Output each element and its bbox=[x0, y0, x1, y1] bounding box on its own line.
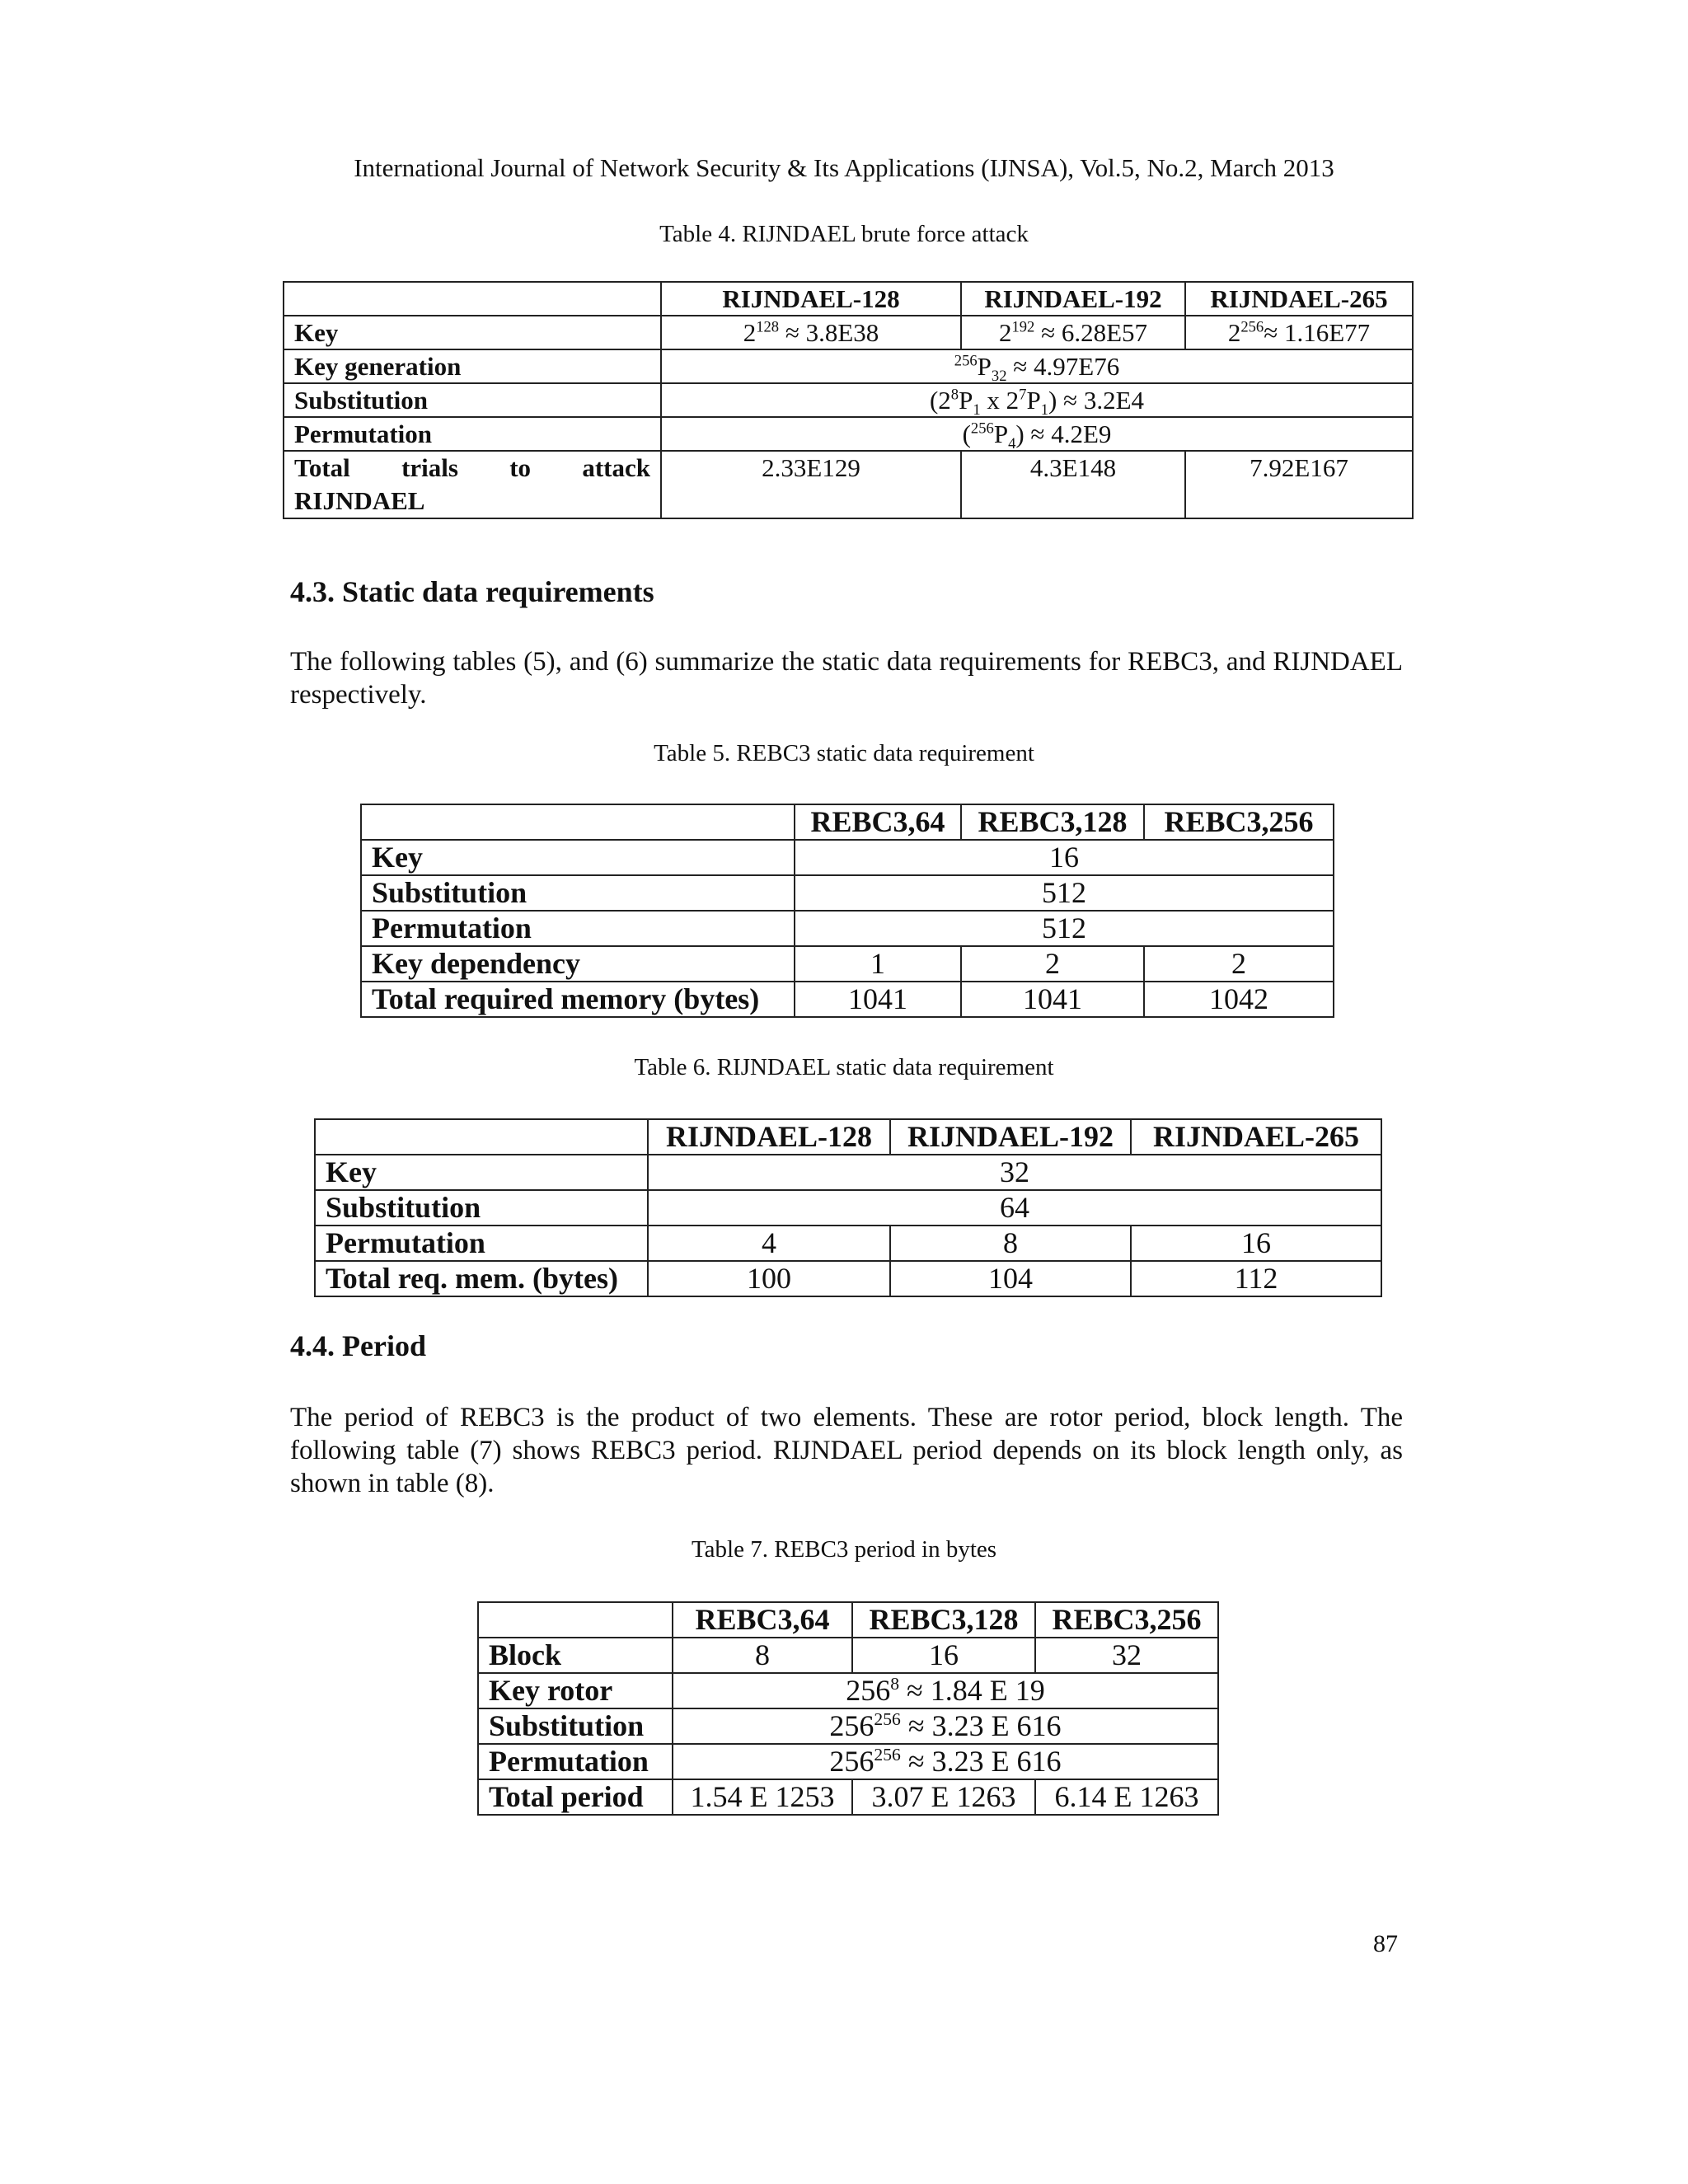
column-header: REBC3,128 bbox=[961, 804, 1144, 840]
table6-caption: Table 6. RIJNDAEL static data requirement bbox=[634, 1054, 1054, 1080]
table-cell: 3.07 E 1263 bbox=[852, 1779, 1035, 1815]
table-cell: 2.33E129 bbox=[661, 451, 961, 518]
table-row bbox=[284, 383, 1413, 417]
table-cell: 16 bbox=[852, 1638, 1035, 1673]
row-label: Substitution bbox=[284, 383, 661, 417]
page-number: 87 bbox=[1373, 1930, 1398, 1957]
merged-cell: $256^8 \approx 1.84$ E 19 bbox=[673, 1673, 1218, 1708]
table-row bbox=[315, 1226, 1381, 1261]
row-label: Key bbox=[315, 1155, 648, 1190]
table-cell: 8 bbox=[673, 1638, 852, 1673]
table4-caption: Table 4. RIJNDAEL brute force attack bbox=[659, 221, 1029, 247]
table-row bbox=[284, 349, 1413, 383]
row-label: Key generation bbox=[284, 349, 661, 383]
section-heading: 4.3. Static data requirements bbox=[290, 575, 654, 608]
table-cell: 4 bbox=[648, 1226, 890, 1261]
table-cell: 2 bbox=[1144, 946, 1334, 982]
merged-cell: 64 bbox=[648, 1190, 1381, 1226]
table-cell: $2^{192} \approx 6.28E57$ bbox=[961, 316, 1185, 349]
table-row bbox=[284, 282, 1413, 316]
body-paragraph: The following tables (5), and (6) summarize the static data requirements for REBC3, and RIJNDAEL respectively. bbox=[290, 647, 1403, 710]
row-label: Key bbox=[284, 316, 661, 349]
table-cell: 100 bbox=[648, 1261, 890, 1296]
row-label: Permutation bbox=[315, 1226, 648, 1261]
column-header: RIJNDAEL-128 bbox=[648, 1119, 890, 1155]
column-header: REBC3,64 bbox=[795, 804, 961, 840]
table-cell: 1042 bbox=[1144, 982, 1334, 1017]
column-header: REBC3,128 bbox=[852, 1602, 1035, 1638]
table-cell: 6.14 E 1263 bbox=[1035, 1779, 1218, 1815]
table5-caption: Table 5. REBC3 static data requirement bbox=[654, 740, 1034, 766]
section-heading: 4.4. Period bbox=[290, 1329, 426, 1362]
table-row bbox=[315, 1155, 1381, 1190]
table7-rebc3-period bbox=[477, 1601, 1219, 1816]
column-header: REBC3,256 bbox=[1144, 804, 1334, 840]
table-row bbox=[478, 1602, 1218, 1638]
table-cell: 32 bbox=[1035, 1638, 1218, 1673]
table4-rijndael-brute-force bbox=[283, 281, 1414, 519]
row-label: Key rotor bbox=[478, 1673, 673, 1708]
table-row bbox=[361, 911, 1334, 946]
table6-rijndael-static-data bbox=[314, 1118, 1382, 1297]
table-row bbox=[284, 316, 1413, 349]
column-header: REBC3,64 bbox=[673, 1602, 852, 1638]
column-header: RIJNDAEL-192 bbox=[890, 1119, 1131, 1155]
table-row bbox=[478, 1673, 1218, 1708]
table-corner-cell bbox=[478, 1602, 673, 1638]
row-label: Substitution bbox=[315, 1190, 648, 1226]
body-paragraph: The period of REBC3 is the product of two elements. These are rotor period, block length. The following table (7) shows REBC3 period. RIJNDAEL period depends on its block length only, as shown in table (8). bbox=[290, 1403, 1403, 1498]
table-row bbox=[284, 417, 1413, 451]
row-label: Substitution bbox=[361, 875, 795, 911]
table7-caption: Table 7. REBC3 period in bytes bbox=[691, 1536, 997, 1563]
merged-cell: 512 bbox=[795, 911, 1334, 946]
row-label: Substitution bbox=[478, 1708, 673, 1744]
table-cell: 4.3E148 bbox=[961, 451, 1185, 518]
row-label: Permutation bbox=[361, 911, 795, 946]
row-label: Total required memory (bytes) bbox=[361, 982, 795, 1017]
row-label: Block bbox=[478, 1638, 673, 1673]
table-cell: 8 bbox=[890, 1226, 1131, 1261]
table-cell: $2^{128} \approx 3.8E38$ bbox=[661, 316, 961, 349]
table-cell: $2^{256}\approx 1.16E77$ bbox=[1185, 316, 1413, 349]
row-label: Key dependency bbox=[361, 946, 795, 982]
table5-rebc3-static-data bbox=[360, 804, 1334, 1018]
table-row bbox=[478, 1779, 1218, 1815]
table-cell: 1041 bbox=[795, 982, 961, 1017]
column-header: RIJNDAEL-128 bbox=[661, 282, 961, 316]
table-cell: 7.92E167 bbox=[1185, 451, 1413, 518]
row-label: Total trials to attack RIJNDAEL bbox=[284, 451, 661, 518]
table-corner-cell bbox=[284, 282, 661, 316]
table-cell: 16 bbox=[1131, 1226, 1381, 1261]
table-corner-cell bbox=[361, 804, 795, 840]
merged-cell: ($2^8P_1$ x $2^7P_1) \approx 3.2E4$ bbox=[661, 383, 1413, 417]
column-header: RIJNDAEL-265 bbox=[1131, 1119, 1381, 1155]
table-row bbox=[361, 875, 1334, 911]
table-row bbox=[361, 840, 1334, 875]
table-cell: 2 bbox=[961, 946, 1144, 982]
merged-cell: 512 bbox=[795, 875, 1334, 911]
table-row bbox=[478, 1708, 1218, 1744]
column-header: RIJNDAEL-192 bbox=[961, 282, 1185, 316]
table-cell: 1.54 E 1253 bbox=[673, 1779, 852, 1815]
merged-cell: $256^{256} \approx 3.23$ E 616 bbox=[673, 1708, 1218, 1744]
table-row bbox=[361, 804, 1334, 840]
column-header: REBC3,256 bbox=[1035, 1602, 1218, 1638]
table-row bbox=[478, 1638, 1218, 1673]
table-cell: 104 bbox=[890, 1261, 1131, 1296]
row-label: Permutation bbox=[284, 417, 661, 451]
table-cell: 1041 bbox=[961, 982, 1144, 1017]
running-header: International Journal of Network Security & Its Applications (IJNSA), Vol.5, No.2, March 2013 bbox=[354, 153, 1334, 182]
table-cell: 112 bbox=[1131, 1261, 1381, 1296]
merged-cell: $^{256}P_{32} \approx 4.97E76$ bbox=[661, 349, 1413, 383]
table-cell: 1 bbox=[795, 946, 961, 982]
table-row bbox=[478, 1744, 1218, 1779]
row-label: Key bbox=[361, 840, 795, 875]
merged-cell: 16 bbox=[795, 840, 1334, 875]
merged-cell: $(^{256}P_4) \approx 4.2E9$ bbox=[661, 417, 1413, 451]
table-row bbox=[361, 982, 1334, 1017]
column-header: RIJNDAEL-265 bbox=[1185, 282, 1413, 316]
table-row bbox=[315, 1261, 1381, 1296]
merged-cell: $256^{256} \approx 3.23$ E 616 bbox=[673, 1744, 1218, 1779]
merged-cell: 32 bbox=[648, 1155, 1381, 1190]
row-label: Total period bbox=[478, 1779, 673, 1815]
row-label: Total req. mem. (bytes) bbox=[315, 1261, 648, 1296]
row-label: Permutation bbox=[478, 1744, 673, 1779]
table-row bbox=[315, 1190, 1381, 1226]
table-corner-cell bbox=[315, 1119, 648, 1155]
table-row bbox=[284, 451, 1413, 518]
table-row bbox=[361, 946, 1334, 982]
table-row bbox=[315, 1119, 1381, 1155]
